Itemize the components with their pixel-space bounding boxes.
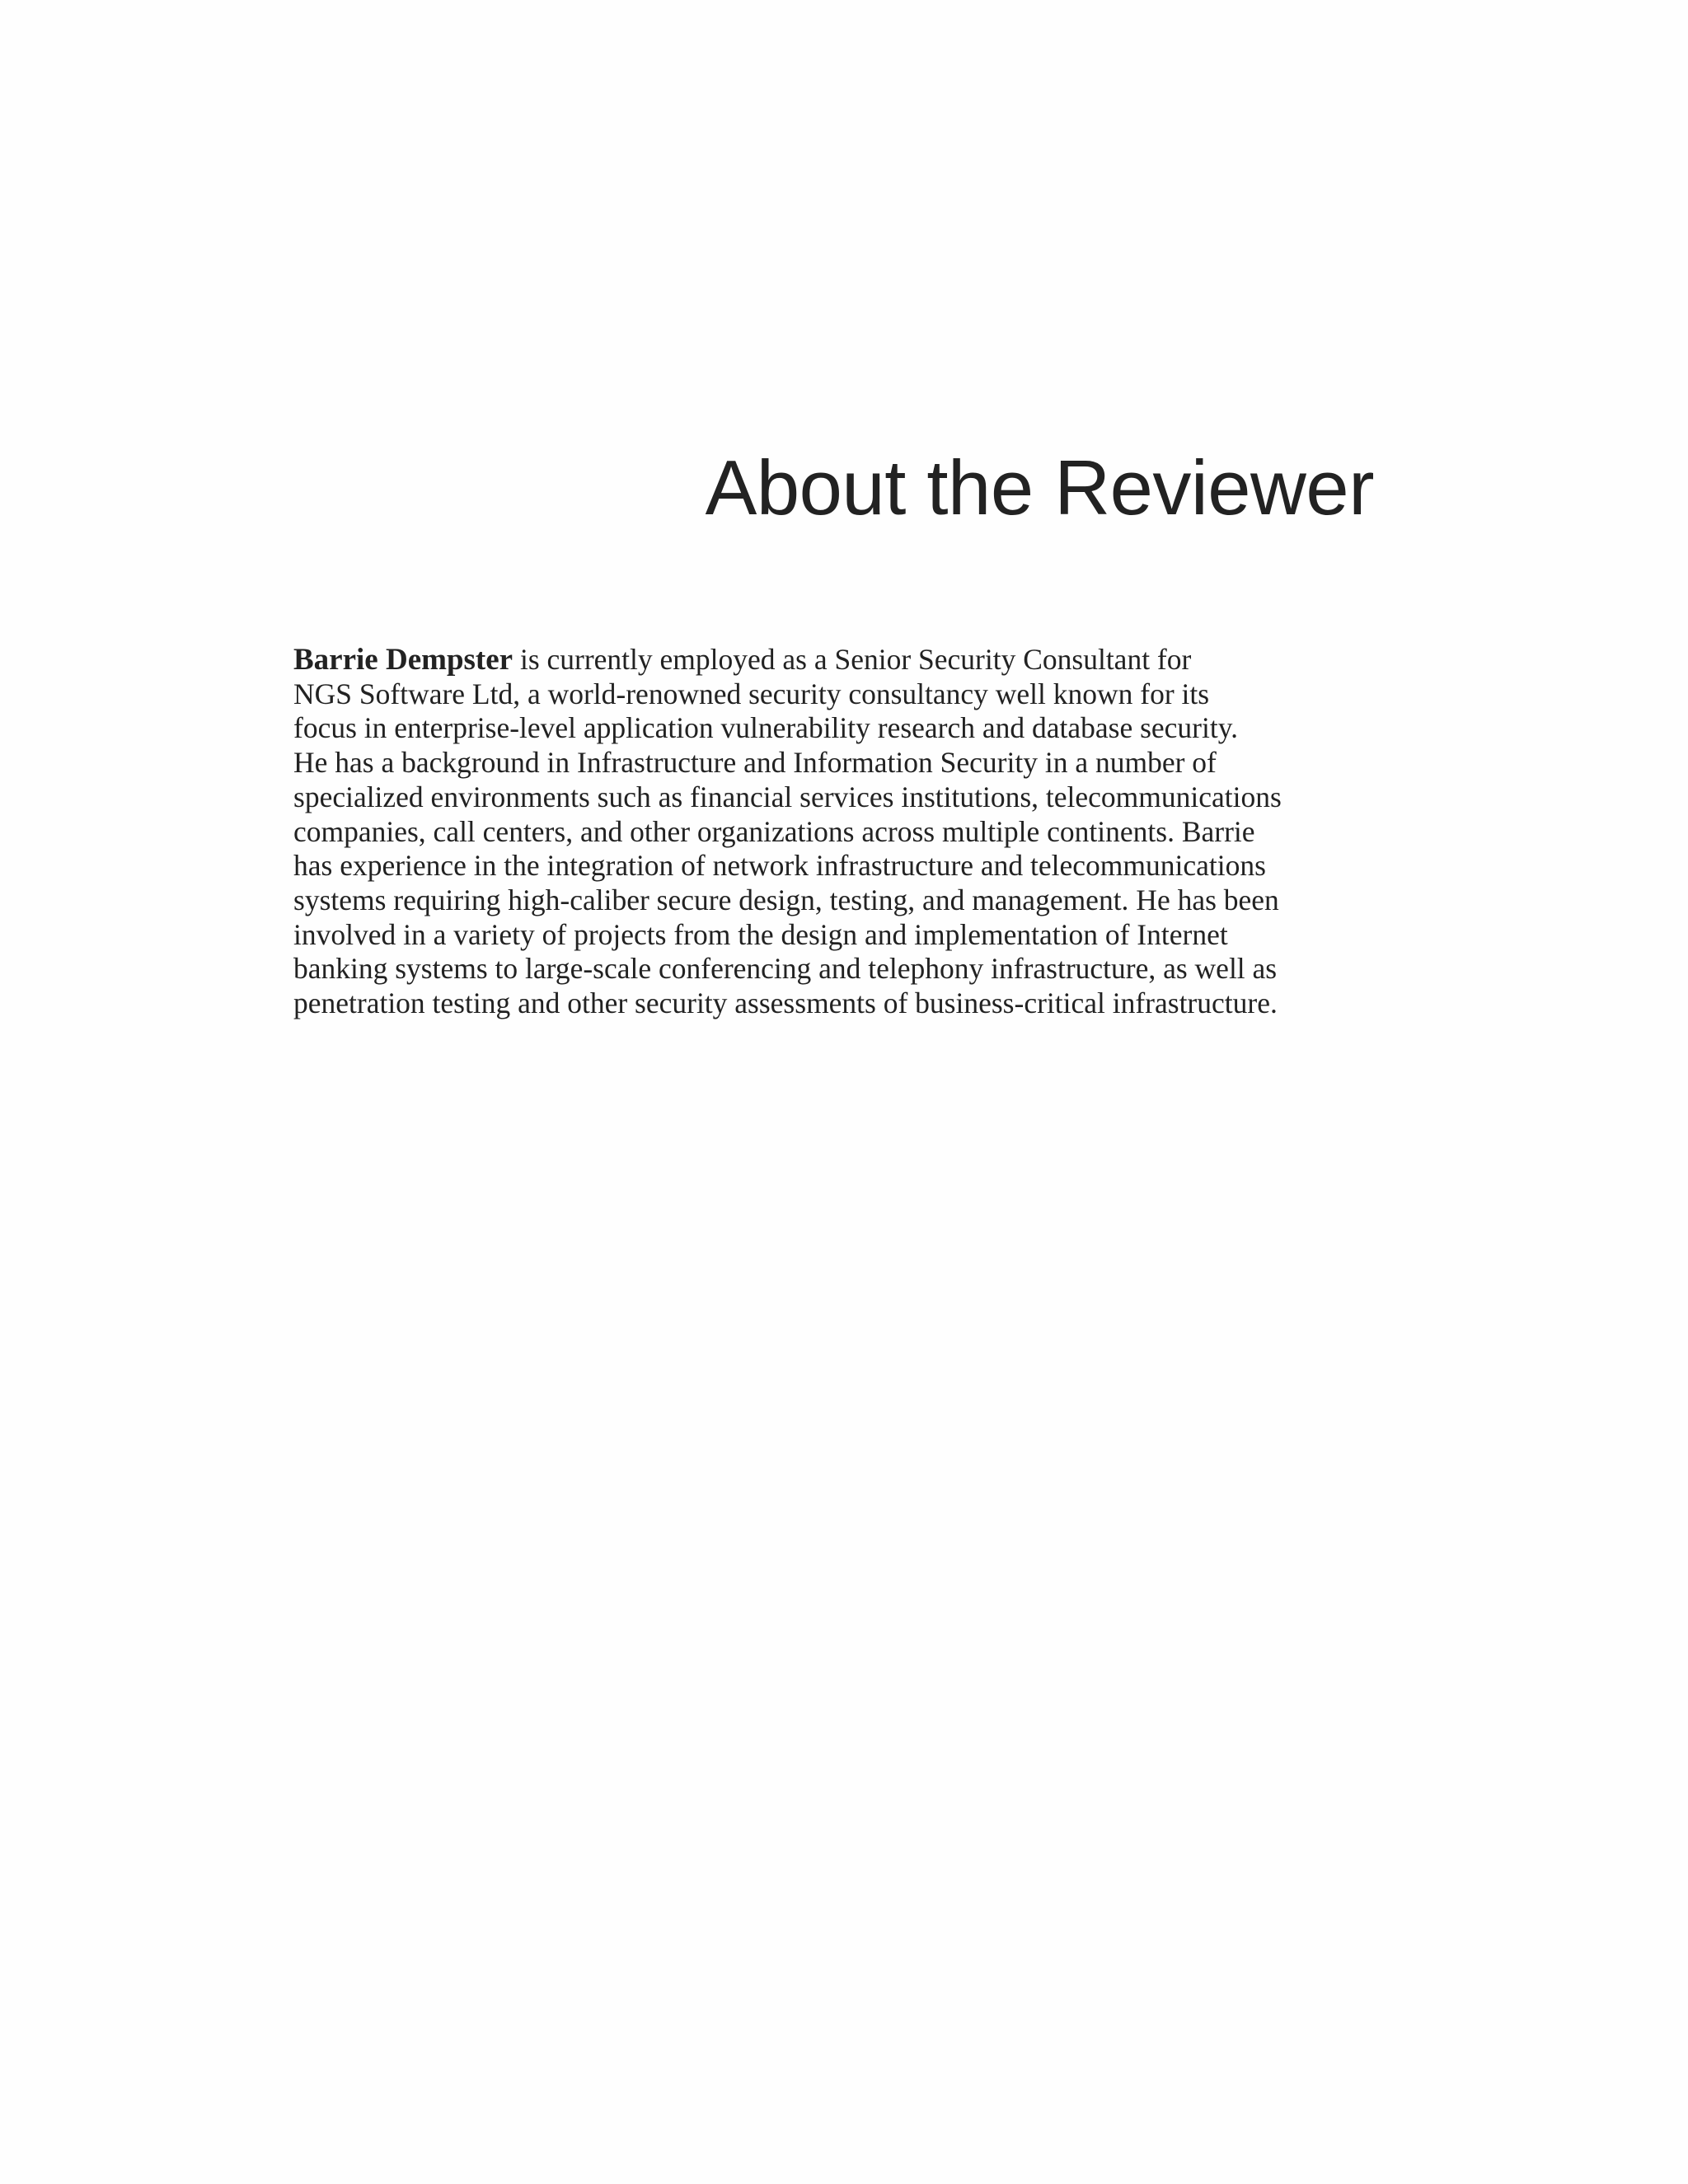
page-title: About the Reviewer	[705, 444, 1374, 531]
reviewer-name: Barrie Dempster	[293, 643, 513, 677]
bio-line-5: specialized environments such as financial services institutions, telecommunications	[293, 780, 1282, 813]
bio-line-4: He has a background in Infrastructure and Information Security in a number of	[293, 746, 1217, 780]
bio-line-10: banking systems to large-scale conferencing and telephony infrastructure, as well as	[293, 952, 1278, 986]
bio-line-9: involved in a variety of projects from the design and implementation of Internet	[293, 917, 1228, 951]
reviewer-bio-paragraph	[293, 643, 1365, 1021]
bio-line-8: systems requiring high-caliber secure design, testing, and management. He has been	[293, 883, 1279, 916]
bio-line-text: is currently employed as a Senior Security Consultant for	[513, 643, 1192, 676]
bio-line-1	[293, 643, 1365, 677]
bio-line-7: has experience in the integration of network infrastructure and telecommunications	[293, 849, 1266, 883]
bio-line-11: penetration testing and other security assessments of business-critical infrastructure.	[293, 987, 1278, 1020]
bio-line-2: NGS Software Ltd, a world-renowned security consultancy well known for its	[293, 677, 1210, 710]
bio-line-3: focus in enterprise-level application vulnerability research and database security.	[293, 711, 1239, 745]
bio-line-6: companies, call centers, and other organizations across multiple continents. Barrie	[293, 814, 1255, 848]
